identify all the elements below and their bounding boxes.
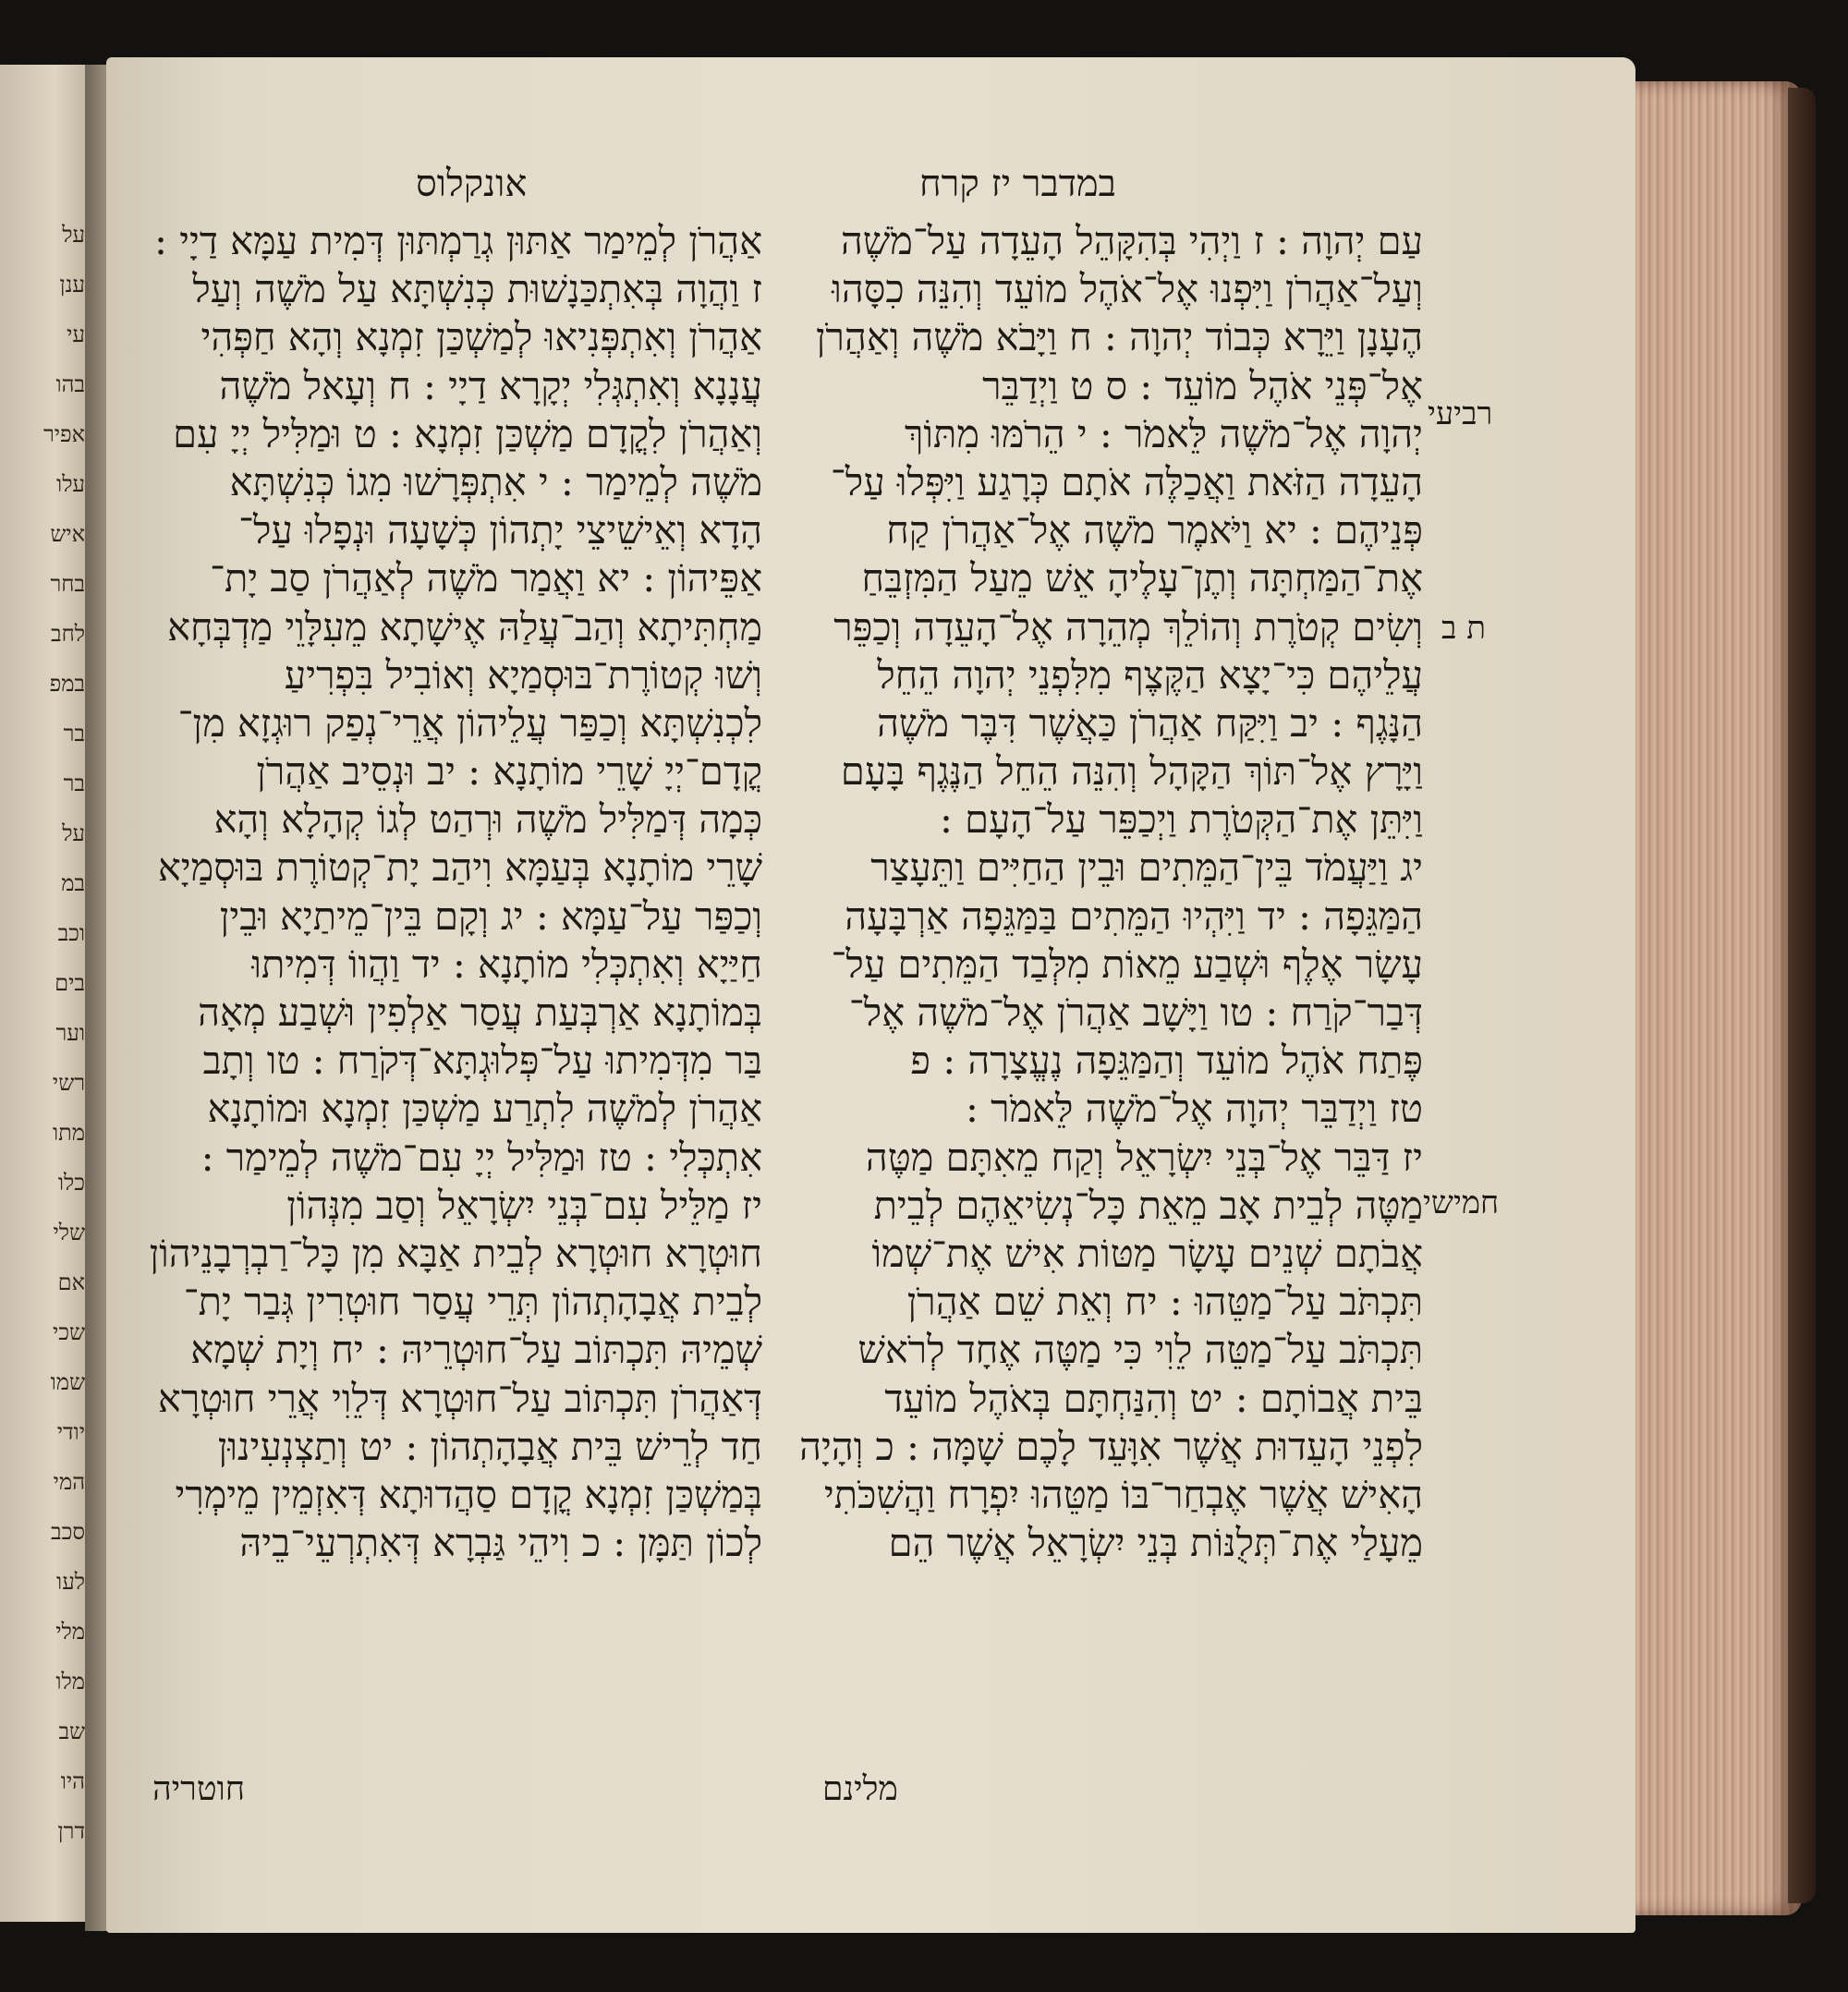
onkelos-text-line: חַיַּיָא וְאִתְכְּלִי מוֹתָנָא : יד וַהֲווֹ דְּמִיתוּ [251,941,762,987]
facing-page-text-fragment: בר [63,721,85,747]
hebrew-text-line: דְּבַר־קֹרַח : טו וַיָּשָׁב אַהֲרֹן אֶל־מֹשֶׁה אֶל־ [848,990,1423,1035]
running-head-onkelos: אונקלוס [416,163,528,205]
facing-page-text-fragment: יודי [56,1419,85,1445]
onkelos-text-line: לִכְנִשְׁתָּא וְכַפַּר עֲלֵיהוֹן אֲרֵי־נְפַק רוּגְזָא מִן־ [177,699,762,746]
facing-page-text-fragment: וער [55,1020,85,1046]
hebrew-text-line: עֲלֵיהֶם כִּי־יָצָא הַקֶּצֶף מִלִּפְנֵי יְהוָה הֵחֵל [877,651,1423,698]
hebrew-text-line: בֵּית אֲבוֹתָם : יט וְהִנַּחְתָּם בְּאֹהֶל מוֹעֵד [884,1375,1423,1421]
facing-page-text-fragment: אם [57,1269,85,1295]
facing-page-text-fragment: איש [50,521,85,547]
facing-page-text-fragment: שכי [52,1319,85,1345]
facing-page-text-fragment: על [62,222,85,248]
hebrew-text-line: יג וַיַּעֲמֹד בֵּין־הַמֵּתִים וּבֵין הַחַיִּים וַתֵּעָצַר [870,844,1423,891]
onkelos-text-line: יז מַלֵּיל עִם־בְּנֵי יִשְׂרָאֵל וְסַב מִנְּהוֹן [286,1182,762,1228]
facing-page-text-fragment: היו [60,1768,85,1794]
hebrew-text-line: עַם יְהוָה : ז וַיְהִי בְּהִקָּהֵל הָעֵדָה עַל־מֹשֶׁה [841,218,1423,263]
facing-page-text-fragment: ענן [59,272,85,298]
facing-page-text-fragment: עלו [56,471,85,497]
hebrew-text-line: וְעַל־אַהֲרֹן וַיִּפְנוּ אֶל־אֹהֶל מוֹעֵד וְהִנֵּה כִסָּהוּ [832,266,1423,312]
onkelos-text-line: וְכַפַּר עַל־עַמָּא : יג וְקָם בֵּין־מֵיתַיָא וּבֵין [219,893,762,939]
running-head-hebrew: במדבר יז קרח [919,163,1116,205]
hebrew-text-line: הֶעָנָן וַיֵּרָא כְּבוֹד יְהוָה : ח וַיָּבֹא מֹשֶׁה וְאַהֲרֹן [815,314,1423,360]
hebrew-text-line: תִּכְתֹּב עַל־מַטֵּהוּ : יח וְאֵת שֵׁם אַהֲרֹן [906,1279,1423,1325]
facing-page-text-fragment: שמו [50,1369,85,1395]
hebrew-text-line: וַיָּרָץ אֶל־תּוֹךְ הַקָּהָל וְהִנֵּה הֵחֵל הַנֶּגֶף בָּעָם [840,748,1423,795]
facing-page-text-fragment: המי [53,1469,85,1495]
onkelos-text-line: חוּטְרָא חוּטְרָא לְבֵית אַבָּא מִן כָּל־רַבְרְבָנֵיהוֹן [149,1230,762,1276]
onkelos-text-line: בְּמוֹתָנָא אַרְבְּעַת עֲסַר אַלְפִין וּשְׁבַע מְאָה [198,990,762,1035]
catchword-hebrew: מלינם [822,1770,898,1808]
hebrew-text-line: יְהוָה אֶל־מֹשֶׁה לֵּאמֹר : י הֵרֹמּוּ מִתּוֹךְ [905,410,1423,456]
hebrew-text-line: וְשִׂים קְטֹרֶת וְהוֹלֵךְ מְהֵרָה אֶל־הָעֵדָה וְכַפֵּר [833,603,1423,650]
facing-page-text-fragment: עי [67,322,85,347]
hebrew-text-line: הַנָּגֶף : יב וַיִּקַּח אַהֲרֹן כַּאֲשֶׁר דִּבֶּר מֹשֶׁה [877,699,1423,746]
facing-page-text-fragment: לעו [56,1569,85,1595]
onkelos-text-line: לְבֵית אֲבָהָתְהוֹן תְּרֵי עֲסַר חוּטְרִין גְּבַר יָת־ [183,1279,762,1325]
facing-page-text-fragment: רשי [52,1070,85,1096]
margin-note-chamishi: חמישי [1423,1184,1500,1221]
facing-page-text-fragment: בר [63,771,85,796]
onkelos-text-line: כְּמָה דְּמַלִּיל מֹשֶׁה וּרְהַט לְגוֹ קְהָלָא וְהָא [213,796,762,843]
onkelos-text-line: עֲנָנָא וְאִתְגְּלִי יְקָרָא דַיָי : ח וְעָאל מֹשֶׁה [219,362,762,408]
hebrew-text-line: פֶּתַח אֹהֶל מוֹעֵד וְהַמַּגֵּפָה נֶעֱצָרָה : פ [910,1038,1423,1084]
hebrew-text-line: וַיִּתֵּן אֶת־הַקְּטֹרֶת וַיְכַפֵּר עַל־הָעָם : [939,796,1423,843]
onkelos-text-column [120,217,762,1567]
onkelos-text-line: הָדָא וְאֵישֵׁיצֵי יָתְהוֹן כְּשָׁעָה וּנְפָלוּ עַל־ [238,507,762,553]
facing-page-text-fragment: דרן [57,1818,85,1844]
hebrew-text-column [785,217,1423,1567]
onkelos-text-line: דְּאַהֲרֹן תִּכְתּוֹב עַל־חוּטְרָא דְּלֵוִי אֲרֵי חוּטְרָא [157,1375,762,1421]
facing-page-text-fragment: כלו [57,1170,85,1196]
catchword-onkelos: חוטריה [152,1770,246,1808]
facing-page-text-fragment: במ [61,870,85,896]
hebrew-text-line: אֲבֹתָם שְׁנֵים עָשָׂר מַטּוֹת אִישׁ אֶת־שְׁמוֹ [871,1230,1423,1276]
facing-page-text-fragment: וכב [57,920,85,946]
hebrew-text-line: הָאִישׁ אֲשֶׁר אֶבְחַר־בּוֹ מַטֵּהוּ יִפְרָח וַהֲשִׁכֹּתִי [823,1471,1423,1517]
onkelos-text-line: ז וַהֲוָה בְּאִתְכַּנָשׁוּת כְּנִשְׁתָּא עַל מֹשֶׁה וְעַל [192,266,762,312]
facing-page-text-fragment: בהו [55,371,85,397]
facing-page-text-fragment: במפ [49,671,85,697]
facing-page-text-fragment: שב [58,1719,85,1744]
hebrew-text-line: פְּנֵיהֶם : יא וַיֹּאמֶר מֹשֶׁה אֶל־אַהֲרֹן קַח [886,507,1423,553]
hebrew-text-line: עָשָׂר אֶלֶף וּשְׁבַע מֵאוֹת מִלְּבַד הַמֵּתִים עַל־ [831,941,1423,987]
hebrew-text-line: אֶת־הַמַּחְתָּה וְתֶן־עָלֶיהָ אֵשׁ מֵעַל הַמִּזְבֵּחַ [861,555,1423,601]
book-cover-edge [1788,88,1816,1903]
hebrew-text-line: תִּכְתֹּב עַל־מַטֵּה לֵוִי כִּי מַטֶּה אֶחָד לְרֹאשׁ [857,1327,1423,1373]
onkelos-text-line: וְאַהֲרֹן לִקֳדָם מַשְׁכַּן זִמְנָא : ט וּמַלִּיל יְיָ עִם [173,410,762,456]
facing-page-text-fragment: סכב [51,1519,85,1545]
onkelos-text-line: חַד לְרֵישׁ בֵּית אֲבָהָתְהוֹן : יט וְתַצְנְעִינוּן [217,1423,762,1469]
margin-note-sign: ת ב [1441,610,1486,647]
hebrew-text-line: הַמַּגֵּפָה : יד וַיִּהְיוּ הַמֵּתִים בַּמַּגֵּפָה אַרְבָּעָה [845,893,1423,939]
onkelos-text-line: שְׁמֵיהּ תִּכְתּוֹב עַל־חוּטְרֵיהּ : יח וְיָת שְׁמָא [190,1327,762,1373]
onkelos-text-line: וְשׁוּ קְטוֹרֶת־בּוּסְמַיָא וְאוֹבִיל בִּפְרִיעַ [284,651,762,698]
hebrew-text-line: טז וַיְדַבֵּר יְהוָה אֶל־מֹשֶׁה לֵּאמֹר : [965,1086,1423,1132]
facing-page-text-fragment: בים [55,970,85,996]
facing-page-text-fragment: שלי [53,1220,85,1245]
facing-page-text-fragment: אפיר [43,421,85,447]
facing-page-text-fragment: בחר [50,571,85,597]
onkelos-text-line: בְּמַשְׁכַּן זִמְנָא קֳדָם סַהֲדוּתָא דְּאִזְמֵין מֵימְרִי [175,1471,762,1517]
onkelos-text-line: מֹשֶׁה לְמֵימַר : י אִתְפְּרָשׁוּ מִגוֹ כְּנִשְׁתָּא [229,458,762,504]
hebrew-text-line: מַטֶּה לְבֵית אָב מֵאֵת כָּל־נְשִׂיאֵהֶם לְבֵית [873,1182,1423,1228]
onkelos-text-line: אַהֲרֹן לְמֵימַר אַתּוּן גְרַמְתּוּן דְּמִית עַמָּא דַיָי : [153,218,762,263]
onkelos-text-line: שָׁרֵי מוֹתָנָא בְּעַמָּא וִיהַב יָת־קְטוֹרֶת בּוּסְמַיָא [157,844,762,891]
facing-page-text-fragment: לחב [51,621,85,647]
facing-page-fragment [0,65,92,1922]
margin-note-revii: רביעי [1428,395,1493,432]
onkelos-text-line: מַחְתִּיתָא וְהַב־עֲלַהּ אֶישָׁתָא מֵעִלָּוֵי מַדְבְּחָא [167,603,762,650]
page-fore-edge [1635,81,1802,1915]
hebrew-text-line: הָעֵדָה הַזֹּאת וַאֲכַלֶּה אֹתָם כְּרָגַע וַיִּפְּלוּ עַל־ [830,458,1423,504]
facing-page-text-fragment: מלו [55,1669,85,1694]
hebrew-text-line: אֶל־פְּנֵי אֹהֶל מוֹעֵד : ס ט וַיְדַבֵּר [982,362,1423,408]
facing-page-text-fragment: מלי [55,1619,85,1645]
onkelos-text-line: אַהֲרֹן וְאִתְפְּנִיאוּ לְמַשְׁכַּן זִמְנָא וְהָא חַפְּהִי [201,314,762,360]
onkelos-text-line: אַהֲרֹן לְמֹשֶׁה לִתְרַע מַשְׁכַּן זִמְנָא וּמוֹתָנָא [207,1086,762,1132]
hebrew-text-line: מֵעָלַי אֶת־תְּלֻנּוֹת בְּנֵי יִשְׂרָאֵל אֲשֶׁר הֵם [888,1520,1423,1566]
onkelos-text-line: בַּר מִדְּמִיתוּ עַל־פְּלוּגְתָּא־דְּקֹרַח : טו וְתָב [202,1038,762,1084]
onkelos-text-line: אִתְכְּלִי : טז וּמַלִּיל יְיָ עִם־מֹשֶׁה לְמֵימַר : [201,1134,762,1180]
facing-page-text-fragment: מתו [52,1120,85,1146]
onkelos-text-line: קֳדָם־יְיָ שָׁרֵי מוֹתָנָא : יב וּנְסֵיב אַהֲרֹן [256,748,762,795]
facing-page-text-fragment: על [62,820,85,846]
hebrew-text-line: יז דַּבֵּר אֶל־בְּנֵי יִשְׂרָאֵל וְקַח מֵאִתָּם מַטֶּה [865,1134,1423,1180]
onkelos-text-line: אַפֵּיהוֹן : יא וַאֲמַר מֹשֶׁה לְאַהֲרֹן סַב יָת־ [210,555,762,601]
hebrew-text-line: לִפְנֵי הָעֵדוּת אֲשֶׁר אִוָּעֵד לָכֶם שָׁמָּה : כ וְהָיָה [799,1423,1423,1469]
onkelos-text-line: לְכוֹן תַּמָּן : כ וִיהֵי גַּבְרָא דְּאִתְרְעֵי־בֵיהּ [239,1520,762,1566]
